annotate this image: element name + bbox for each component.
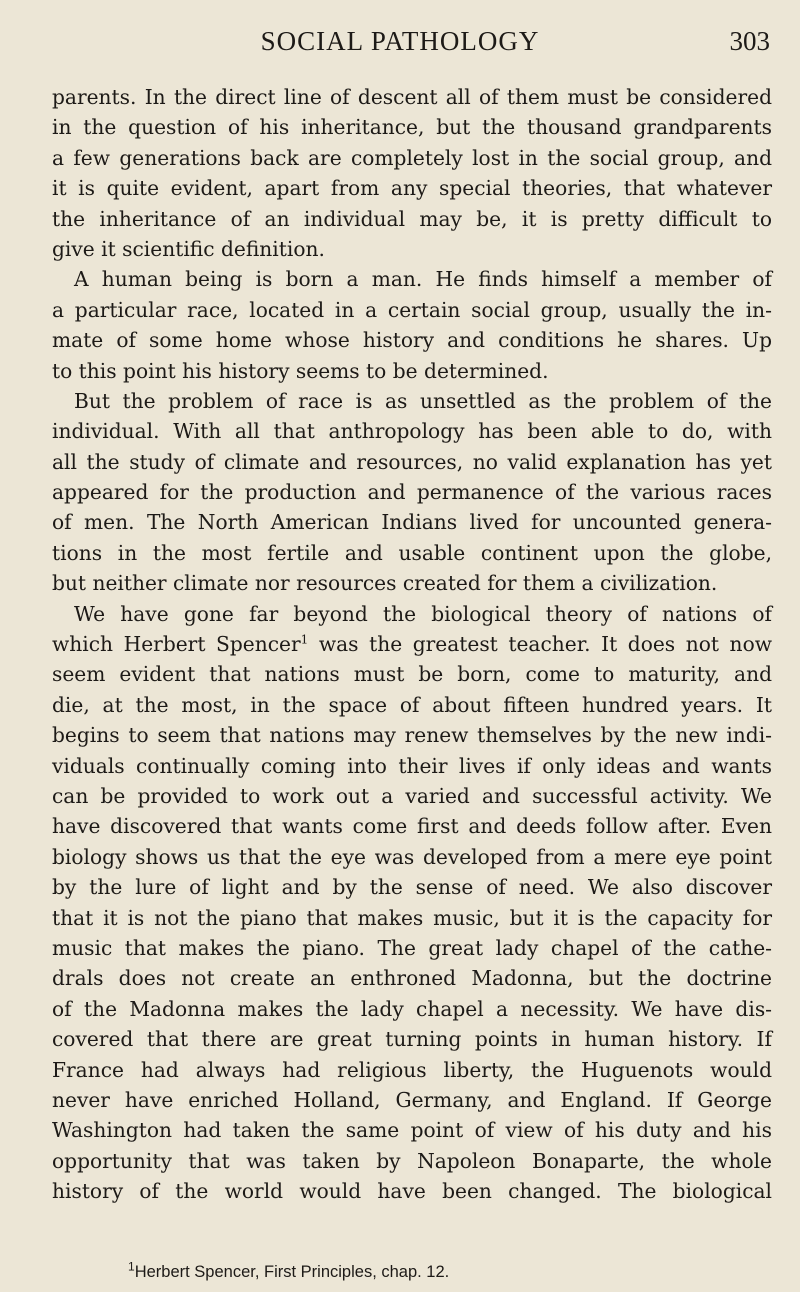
text-line: A human being is born a man. He finds himself a member of [74,267,772,292]
text-line: tions in the most fertile and usable continent upon the globe, [52,540,772,565]
text-line: drals does not create an enthroned Madonna, but the doctrine [52,966,772,991]
text-line-part: was the greatest teacher. It does not now [318,632,772,657]
text-line: a particular race, located in a certain social group, usually the in- [52,297,772,322]
text-line: seem evident that nations must be born, come to maturity, and [52,662,772,687]
text-line: covered that there are great turning points in human history. If [52,1027,772,1052]
text-line: biology shows us that the eye was developed from a mere eye point [52,844,772,869]
body-text [52,82,772,1206]
text-line: in the question of his inheritance, but the thousand grandparents [52,115,772,140]
text-line: parents. In the direct line of descent all of them must be considered [52,85,772,109]
text-line: We have gone far beyond the biological theory of nations of [74,601,772,626]
text-line: individual. With all that anthropology has been able to do, with [52,419,772,444]
text-line: music that makes the piano. The great lady chapel of the cathe- [52,935,772,960]
text-line: mate of some home whose history and conditions he shares. Up [52,328,772,353]
text-line: it is quite evident, apart from any special theories, that whatever [52,176,772,201]
text-line: viduals continually coming into their lives if only ideas and wants [52,753,772,778]
text-line: appeared for the production and permanence of the various races [52,480,772,505]
text-line: give it scientific definition. [52,236,325,261]
text-line: of men. The North American Indians lived for uncounted genera- [52,510,772,535]
text-line: begins to seem that nations may renew themselves by the new indi- [52,723,772,748]
text-line: by the lure of light and by the sense of need. We also discover [52,875,772,900]
text-line: history of the world would have been changed. The biological [52,1179,772,1204]
text-line: France had always had religious liberty, the Huguenots would [52,1057,772,1082]
running-header [0,26,800,62]
text-line: opportunity that was taken by Napoleon Bonaparte, the whole [52,1148,772,1173]
footnote-marker: 1 [300,632,309,647]
footnote [128,1259,450,1282]
text-line: But the problem of race is as unsettled as the problem of the [74,388,772,413]
text-line: the inheritance of an individual may be, it is pretty difficult to [52,206,772,231]
text-line: Washington had taken the same point of view of his duty and his [52,1118,772,1143]
running-title: SOCIAL PATHOLOGY [260,26,540,56]
text-line: never have enriched Holland, Germany, and England. If George [52,1087,772,1112]
text-line: of the Madonna makes the lady chapel a necessity. We have dis- [52,996,772,1021]
text-line: have discovered that wants come first and deeds follow after. Even [52,814,772,839]
text-line: can be provided to work out a varied and successful activity. We [52,783,772,808]
footnote-text: Herbert Spencer, First Principles, chap. 12. [134,1263,450,1281]
page-number: 303 [729,26,770,56]
text-line: but neither climate nor resources created for them a civilization. [52,571,718,596]
text-line: that it is not the piano that makes music, but it is the capacity for [52,905,772,930]
text-line: to this point his history seems to be determined. [52,358,549,383]
text-line-part: which Herbert Spencer [52,632,301,657]
text-line [52,629,772,659]
text-line: die, at the most, in the space of about fifteen hundred years. It [52,692,772,717]
text-line: a few generations back are completely lost in the social group, and [52,145,772,170]
footnote-number: 1 [128,1259,135,1274]
text-line: all the study of climate and resources, no valid explanation has yet [52,449,772,474]
